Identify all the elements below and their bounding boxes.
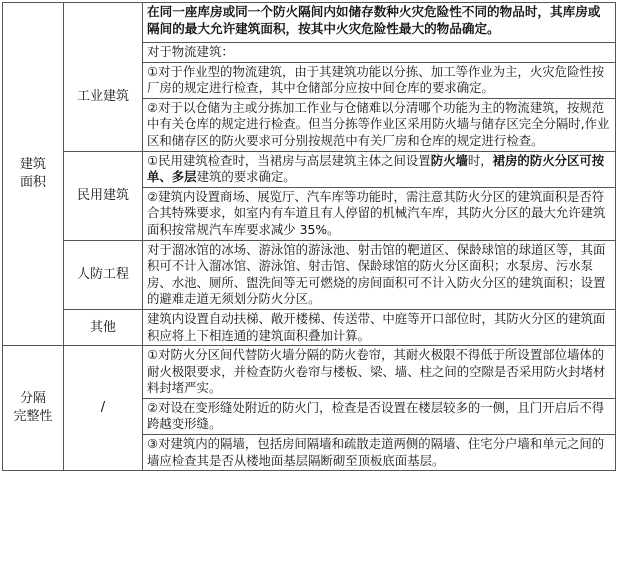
fire-compartment-table (2, 2, 616, 471)
separation-label-cell (3, 346, 64, 471)
civil-defense-content-cell (143, 240, 616, 309)
civil-defense-text: 对于溜冰馆的冰场、游泳馆的游泳池、射击馆的靶道区、保龄球馆的球道区等，其面积可不计入溜冰馆、游泳馆、射击馆、保龄球馆的防火分区面积；水泵房、污水泵房、水池、厕所、盥洗间等无可燃烧的房间面积可不计入防火分区的建筑面积；设置的避难走道无须划分防火分区。 (147, 241, 606, 307)
separation-item2-segment (143, 398, 615, 434)
other-label-cell (64, 309, 143, 345)
civil-label: 民用建筑 (76, 187, 129, 203)
separation-item3: ③对建筑内的隔墙，包括房间隔墙和疏散走道两侧的隔墙、住宅分户墙和单元之间的墙应检查其是否从楼地面基层隔断砌至顶板底面基层。 (147, 436, 605, 468)
other-text: 建筑内设置自动扶梯、敞开楼梯、传送带、中庭等开口部位时，其防火分区的建筑面积应将上下相连通的建筑面积叠加计算。 (147, 310, 606, 343)
table-row (3, 346, 616, 471)
separation-content-cell (143, 346, 616, 471)
civil-defense-label: 人防工程 (76, 266, 129, 282)
civil-item1-segment (143, 152, 615, 187)
building-area-label-cell (3, 3, 64, 346)
separation-item3-segment (143, 434, 615, 470)
civil-label-cell (64, 151, 143, 240)
civil-item2-segment (143, 187, 615, 240)
separation-sub-label: / (100, 400, 106, 416)
civil-defense-label-cell (64, 240, 143, 309)
industrial-item1-segment (143, 62, 615, 98)
other-label: 其他 (89, 319, 116, 335)
civil-item1-a: ①民用建筑检查时，当裙房与高层建筑主体之间设置 (147, 152, 431, 168)
civil-item1-e: 建筑的要求确定。 (196, 169, 296, 185)
civil-content-cell (143, 151, 616, 240)
table-row (3, 240, 616, 309)
table-row (3, 43, 616, 152)
table-row (3, 3, 616, 43)
industrial-item1: ①对于作业型的物流建筑，由于其建筑功能以分拣、加工等作业为主，火灾危险性按厂房的规定进行检查，其中仓储部分应按中间仓库的要求确定。 (147, 63, 605, 96)
separation-item1: ①对防火分区间代替防火墙分隔的防火卷帘，其耐火极限不得低于所设置部位墙体的耐火极限要求，并检查防火卷帘与楼板、梁、墙、柱之间的空隙是否采用防火封堵材料封堵严实。 (147, 347, 606, 396)
separation-label-line2: 完整性 (13, 409, 53, 425)
header-note-cell (143, 3, 616, 43)
header-note: 在同一座库房或同一个防火隔间内如储存数种火灾危险性不同的物品时，其库房或隔间的最大允许建筑面积，按其中火灾危险性最大的物品确定。 (147, 4, 601, 36)
separation-sub-label-cell (64, 346, 143, 471)
separation-label-line1: 分隔 (19, 391, 46, 407)
table-row (3, 309, 616, 345)
civil-item1-d: 裙房的防火分区可按单、多层 (147, 152, 605, 185)
industrial-label: 工业建筑 (76, 88, 129, 104)
industrial-intro-segment (143, 43, 615, 62)
separation-item2: ②对设在变形缝处附近的防火门，检查是否设置在楼层较多的一侧，且门开启后不得跨越变形缝。 (147, 399, 605, 432)
building-area-label-line1: 建筑 (19, 157, 46, 173)
header-blank-cell (64, 3, 143, 43)
separation-item1-segment (143, 346, 615, 398)
industrial-item2: ②对于以仓储为主或分拣加工作业与仓储难以分清哪个功能为主的物流建筑，按规范中有关仓库的规定进行检查。但当分拣等作业区采用防火墙与储存区完全分隔时,作业区和储存区的防火要求可分别按规范中有关厂房和仓库的规定进行检查。 (147, 99, 610, 148)
civil-item2: ②建筑内设置商场、展览厅、汽车库等功能时，需注意其防火分区的建筑面积是否符合其特殊要求，如室内有车道且有人停留的机械汽车库，其防火分区的最大允许建筑面积按常规汽车库要求减少 35%。 (147, 188, 606, 237)
industrial-label-cell (64, 43, 143, 152)
civil-item1-c: 时， (467, 152, 493, 168)
industrial-intro: 对于物流建筑： (147, 44, 234, 59)
table-row (3, 151, 616, 240)
industrial-content-cell (143, 43, 616, 152)
industrial-item2-segment (143, 98, 615, 151)
civil-item1-b: 防火墙 (430, 152, 468, 168)
building-area-label-line2: 面积 (19, 175, 46, 191)
civil-item1 (147, 153, 612, 186)
other-content-cell (143, 309, 616, 345)
